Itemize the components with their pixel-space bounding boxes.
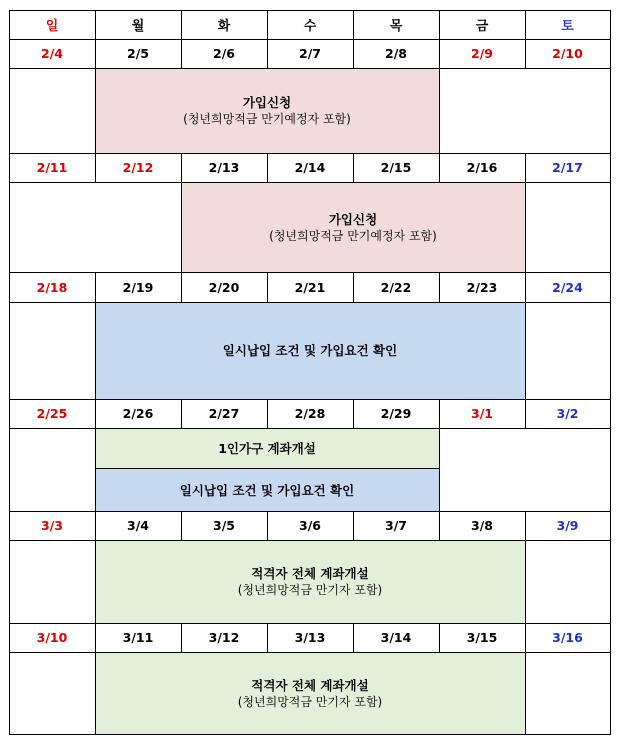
weekday-mon: 월 — [131, 19, 145, 34]
grid-line — [525, 399, 526, 428]
grid-line — [525, 182, 526, 272]
date-cell: 2/5 — [127, 46, 149, 61]
grid-line — [439, 428, 440, 511]
grid-line — [9, 272, 610, 273]
grid-line — [95, 652, 96, 734]
grid-line — [95, 428, 96, 511]
date-cell: 2/21 — [294, 279, 326, 295]
date-cell: 2/12 — [122, 160, 154, 175]
grid-line — [267, 10, 268, 68]
grid-line — [9, 623, 610, 624]
weekday-thu: 목 — [389, 19, 403, 34]
grid-line — [9, 734, 610, 735]
grid-line — [267, 153, 268, 182]
event-subtitle: (청년희망적금 만기자 포함) — [237, 583, 383, 597]
event-title: 가입신청 — [328, 211, 378, 227]
grid-line — [9, 652, 610, 653]
date-cell: 2/20 — [208, 279, 240, 295]
date-cell: 2/8 — [385, 46, 407, 61]
event-title: 적격자 전체 계좌개설 — [251, 677, 369, 693]
date-cell: 3/3 — [41, 518, 63, 533]
date-cell: 3/7 — [385, 518, 407, 533]
grid-line — [181, 623, 182, 652]
grid-line — [439, 68, 440, 153]
grid-line — [525, 10, 526, 68]
grid-line — [95, 623, 96, 652]
event-title: 1인가구 계좌개설 — [218, 440, 316, 456]
date-cell: 2/7 — [299, 46, 321, 61]
grid-line — [95, 153, 96, 182]
grid-line — [9, 540, 610, 541]
date-cell: 2/4 — [41, 46, 63, 61]
grid-line — [9, 153, 610, 154]
grid-line — [439, 153, 440, 182]
event-title: 일시납입 조건 및 가입요건 확인 — [179, 482, 355, 498]
event-subtitle: (청년희망적금 만기자 포함) — [237, 694, 383, 709]
event-subtitle: (청년희망적금 만기예정자 포함) — [183, 112, 351, 126]
date-cell: 3/10 — [36, 630, 68, 645]
grid-line — [525, 302, 526, 399]
grid-line — [181, 272, 182, 302]
event-block-signup — [181, 182, 525, 272]
grid-line — [525, 272, 526, 302]
event-block-check — [95, 302, 525, 399]
date-cell: 2/19 — [122, 279, 154, 295]
event-block-check — [95, 469, 439, 511]
grid-line — [95, 511, 96, 540]
event-block-single-household — [95, 428, 439, 468]
grid-line — [525, 511, 526, 540]
event-subtitle: (청년희망적금 만기예정자 포함) — [269, 228, 437, 243]
date-cell: 2/29 — [380, 406, 412, 421]
grid-line — [353, 272, 354, 302]
grid-line — [439, 399, 440, 428]
grid-line — [353, 153, 354, 182]
date-cell: 3/15 — [466, 630, 498, 645]
grid-line — [95, 272, 96, 302]
grid-line — [95, 399, 96, 428]
date-cell: 3/12 — [208, 630, 240, 645]
grid-line — [267, 511, 268, 540]
grid-line — [95, 68, 96, 153]
date-cell: 2/25 — [36, 406, 68, 421]
date-cell: 2/27 — [208, 406, 240, 421]
grid-line — [525, 540, 526, 623]
grid-line — [181, 10, 182, 68]
date-cell: 3/2 — [556, 406, 579, 421]
grid-line — [9, 10, 10, 735]
event-title: 적격자 전체 계좌개설 — [251, 566, 369, 581]
grid-line — [525, 153, 526, 182]
grid-line — [353, 511, 354, 540]
date-cell: 2/17 — [552, 160, 583, 175]
date-cell: 3/6 — [299, 518, 321, 533]
date-cell: 3/13 — [294, 630, 326, 645]
date-cell: 2/18 — [36, 279, 68, 295]
grid-line — [267, 399, 268, 428]
date-cell: 2/10 — [552, 46, 583, 61]
grid-line — [439, 511, 440, 540]
date-cell: 2/11 — [36, 160, 68, 175]
date-cell: 3/4 — [127, 518, 149, 533]
event-block-signup — [95, 68, 439, 153]
date-cell: 3/9 — [556, 518, 579, 533]
date-cell: 2/16 — [466, 160, 498, 175]
grid-line — [439, 623, 440, 652]
date-cell: 3/14 — [380, 630, 412, 645]
date-cell: 2/26 — [122, 406, 154, 421]
grid-line — [181, 182, 182, 272]
date-cell: 3/1 — [471, 406, 493, 421]
date-cell: 2/15 — [380, 160, 412, 175]
date-cell: 2/14 — [294, 160, 326, 175]
event-title: 가입신청 — [242, 95, 292, 110]
grid-line — [181, 511, 182, 540]
grid-line — [353, 10, 354, 68]
date-cell: 2/24 — [552, 279, 583, 295]
weekday-wed: 수 — [303, 19, 317, 34]
event-block-account-opening — [95, 540, 525, 623]
event-block-account-opening — [95, 652, 525, 734]
date-cell: 3/11 — [122, 630, 154, 645]
grid-line — [95, 302, 96, 399]
grid-line — [267, 623, 268, 652]
grid-line — [95, 10, 96, 68]
grid-line — [525, 623, 526, 652]
weekday-sat: 토 — [561, 19, 574, 34]
date-cell: 2/9 — [471, 46, 493, 61]
grid-line — [9, 68, 610, 69]
date-cell: 2/6 — [213, 46, 235, 61]
weekday-sun: 일 — [45, 19, 59, 34]
event-title: 일시납입 조건 및 가입요건 확인 — [222, 343, 398, 358]
grid-line — [9, 399, 610, 400]
grid-line — [9, 39, 610, 40]
grid-line — [267, 272, 268, 302]
grid-line — [9, 428, 610, 429]
grid-line — [95, 540, 96, 623]
grid-line — [9, 10, 610, 11]
date-cell: 3/5 — [213, 518, 235, 533]
date-cell: 2/13 — [208, 160, 240, 175]
grid-line — [525, 652, 526, 734]
grid-line — [181, 399, 182, 428]
grid-line — [610, 10, 611, 735]
date-cell: 2/23 — [466, 279, 498, 295]
grid-line — [9, 182, 610, 183]
grid-line — [95, 468, 439, 469]
grid-line — [9, 511, 610, 512]
grid-line — [353, 399, 354, 428]
date-cell: 3/16 — [552, 630, 583, 645]
grid-line — [9, 302, 610, 303]
grid-line — [439, 10, 440, 68]
date-cell: 2/22 — [380, 279, 412, 295]
grid-line — [353, 623, 354, 652]
date-cell: 2/28 — [294, 406, 326, 421]
grid-line — [181, 153, 182, 182]
weekday-tue: 화 — [217, 19, 231, 34]
grid-line — [439, 272, 440, 302]
weekday-fri: 금 — [475, 19, 489, 34]
date-cell: 3/8 — [471, 518, 493, 533]
